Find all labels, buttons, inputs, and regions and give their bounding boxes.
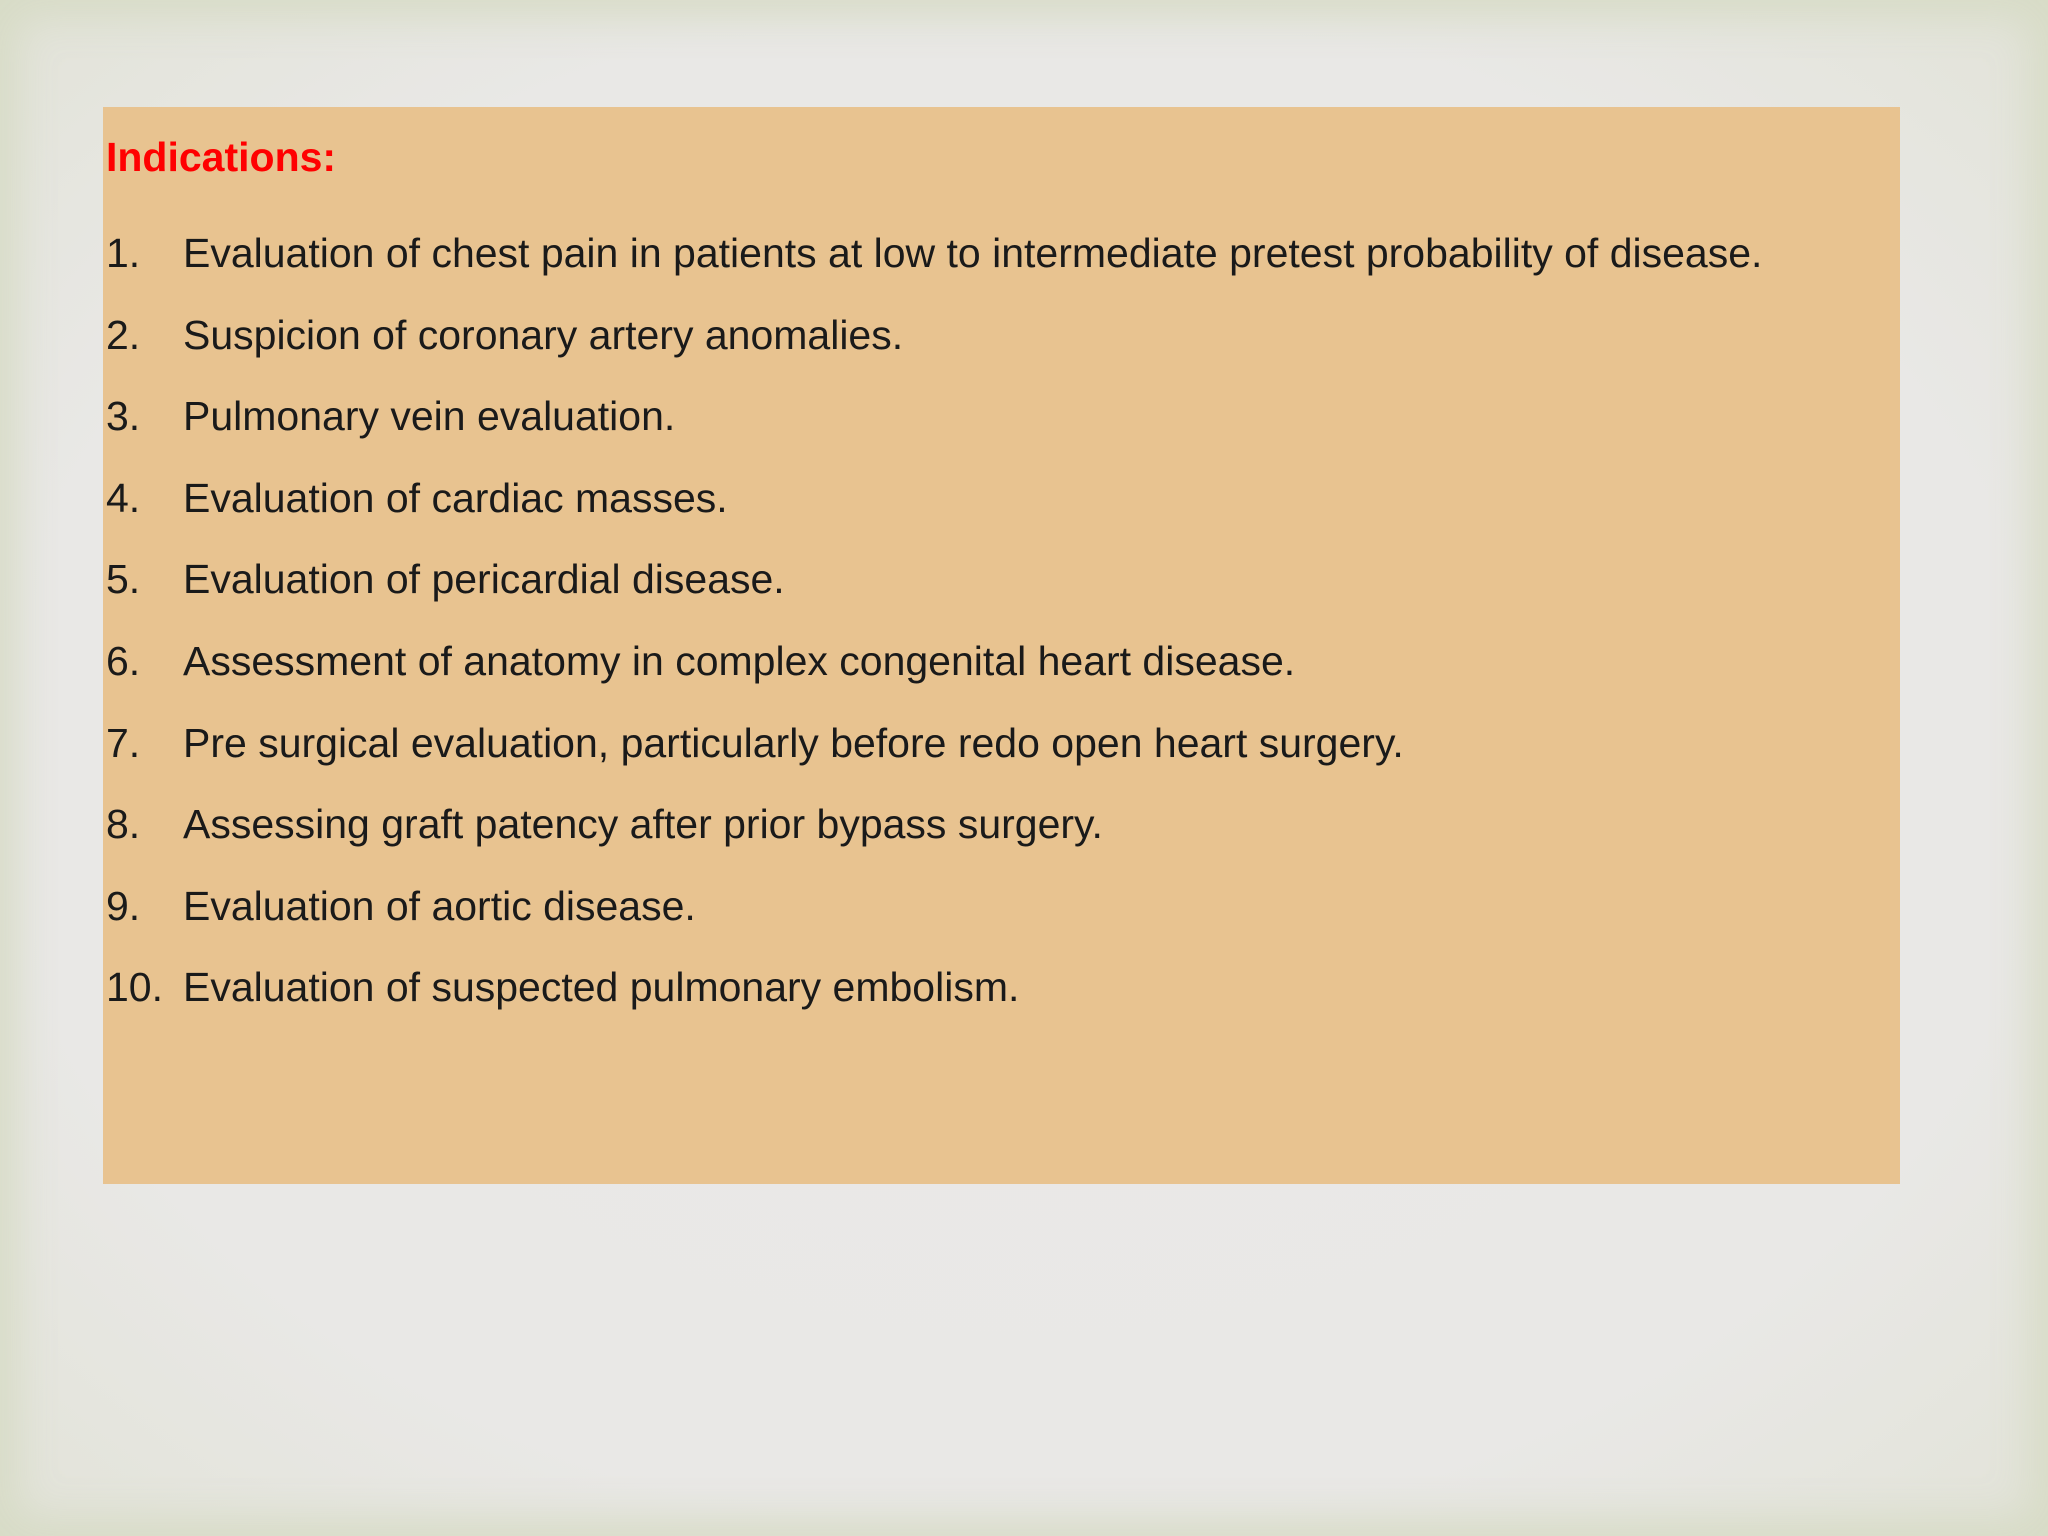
indications-list xyxy=(106,213,1886,1029)
list-item-text: Evaluation of cardiac masses. xyxy=(183,474,728,521)
list-item-text: Evaluation of aortic disease. xyxy=(183,882,696,929)
list-item xyxy=(106,947,1886,1029)
list-item-text: Assessment of anatomy in complex congenital heart disease. xyxy=(183,637,1296,684)
list-item xyxy=(106,784,1886,866)
indications-box xyxy=(103,107,1900,1184)
list-item-number: 6. xyxy=(106,637,141,684)
list-item xyxy=(106,703,1886,785)
list-item-text: Pulmonary vein evaluation. xyxy=(183,393,676,440)
list-item xyxy=(106,539,1886,621)
list-item-number: 4. xyxy=(106,474,141,521)
list-item xyxy=(106,213,1886,295)
list-item xyxy=(106,621,1886,703)
list-item-text: Suspicion of coronary artery anomalies. xyxy=(183,311,904,358)
list-item-number: 9. xyxy=(106,882,141,929)
list-item-number: 8. xyxy=(106,801,141,848)
list-item-number: 3. xyxy=(106,393,141,440)
list-item-text: Evaluation of pericardial disease. xyxy=(183,556,785,603)
list-item-text: Evaluation of chest pain in patients at low to intermediate pretest probability of disease. xyxy=(183,230,1763,276)
list-item xyxy=(106,866,1886,948)
list-item-number: 1. xyxy=(106,230,141,276)
indications-heading: Indications: xyxy=(106,134,337,180)
list-item-number: 10. xyxy=(106,964,163,1011)
list-item-text: Evaluation of suspected pulmonary embolism. xyxy=(183,964,1020,1011)
list-item-text: Assessing graft patency after prior bypass surgery. xyxy=(183,801,1103,848)
list-item xyxy=(106,295,1886,377)
list-item xyxy=(106,376,1886,458)
list-item-number: 2. xyxy=(106,311,141,358)
list-item-text: Pre surgical evaluation, particularly before redo open heart surgery. xyxy=(183,719,1404,766)
list-item-number: 5. xyxy=(106,556,141,603)
list-item-number: 7. xyxy=(106,719,141,766)
list-item xyxy=(106,458,1886,540)
